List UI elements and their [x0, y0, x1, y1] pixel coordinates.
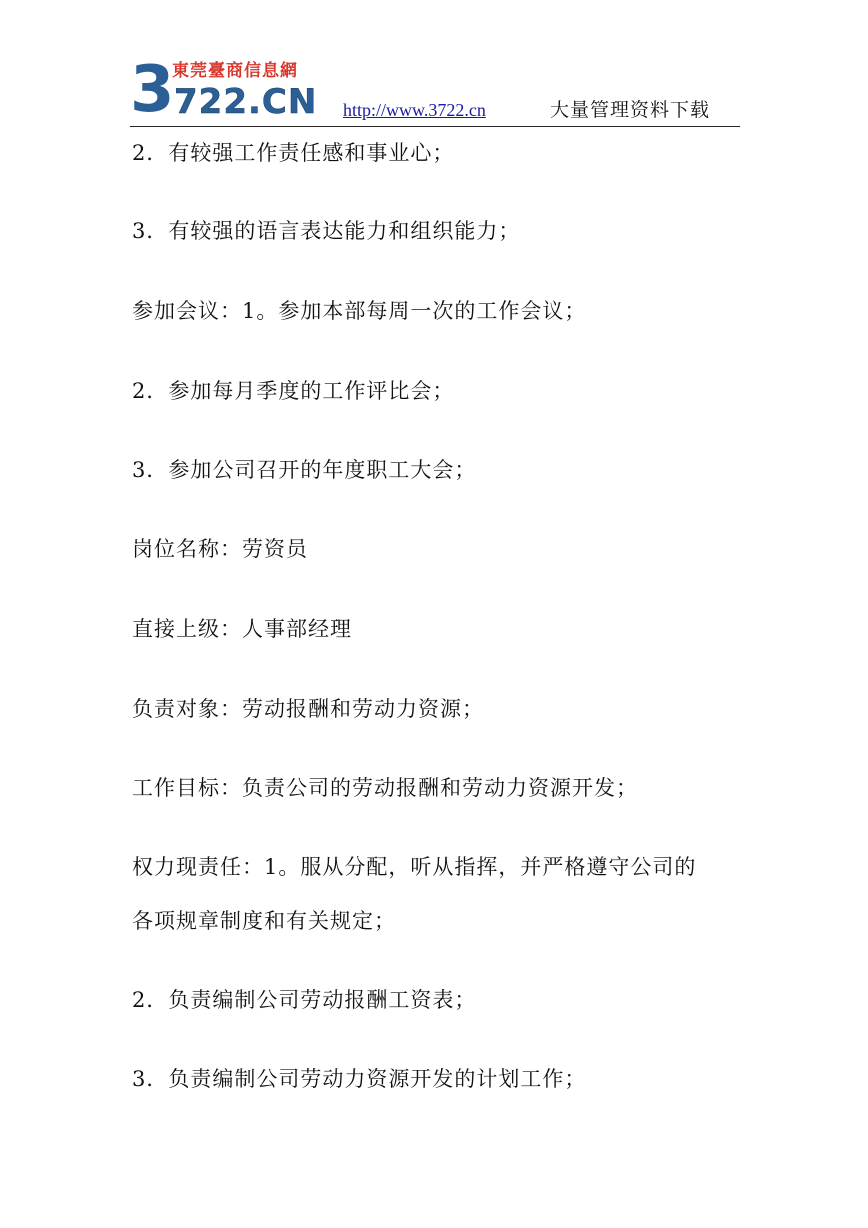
site-logo	[130, 53, 318, 127]
text-line: 负责对象：劳动报酬和劳动力资源；	[132, 697, 484, 721]
text-line: 参加会议：1。参加本部每周一次的工作会议；	[132, 299, 587, 323]
text-line: 权力现责任：1。服从分配，听从指挥，并严格遵守公司的	[132, 855, 697, 879]
text-line: 2．负责编制公司劳动报酬工资表；	[132, 988, 477, 1012]
text-line: 直接上级：人事部经理	[132, 617, 352, 641]
text-line: 2．有较强工作责任感和事业心；	[132, 141, 455, 165]
logo-domain-text: 722.CN	[174, 82, 318, 122]
text-line: 3．参加公司召开的年度职工大会；	[132, 458, 477, 482]
text-line: 岗位名称：劳资员	[132, 537, 308, 561]
text-line: 各项规章制度和有关规定；	[132, 909, 396, 933]
document-body	[132, 130, 747, 1094]
text-line: 工作目标：负责公司的劳动报酬和劳动力资源开发；	[132, 776, 638, 800]
header-slogan: 大量管理资料下载	[550, 99, 711, 121]
logo-chinese-name: 東莞臺商信息網	[172, 61, 298, 81]
text-line: 3．有较强的语言表达能力和组织能力；	[132, 219, 521, 243]
site-url-link[interactable]: http://www.3722.cn	[343, 100, 486, 120]
text-line: 2．参加每月季度的工作评比会；	[132, 379, 455, 403]
logo-number: 3	[130, 53, 173, 127]
page-header	[130, 53, 740, 127]
text-line: 3．负责编制公司劳动力资源开发的计划工作；	[132, 1067, 587, 1091]
